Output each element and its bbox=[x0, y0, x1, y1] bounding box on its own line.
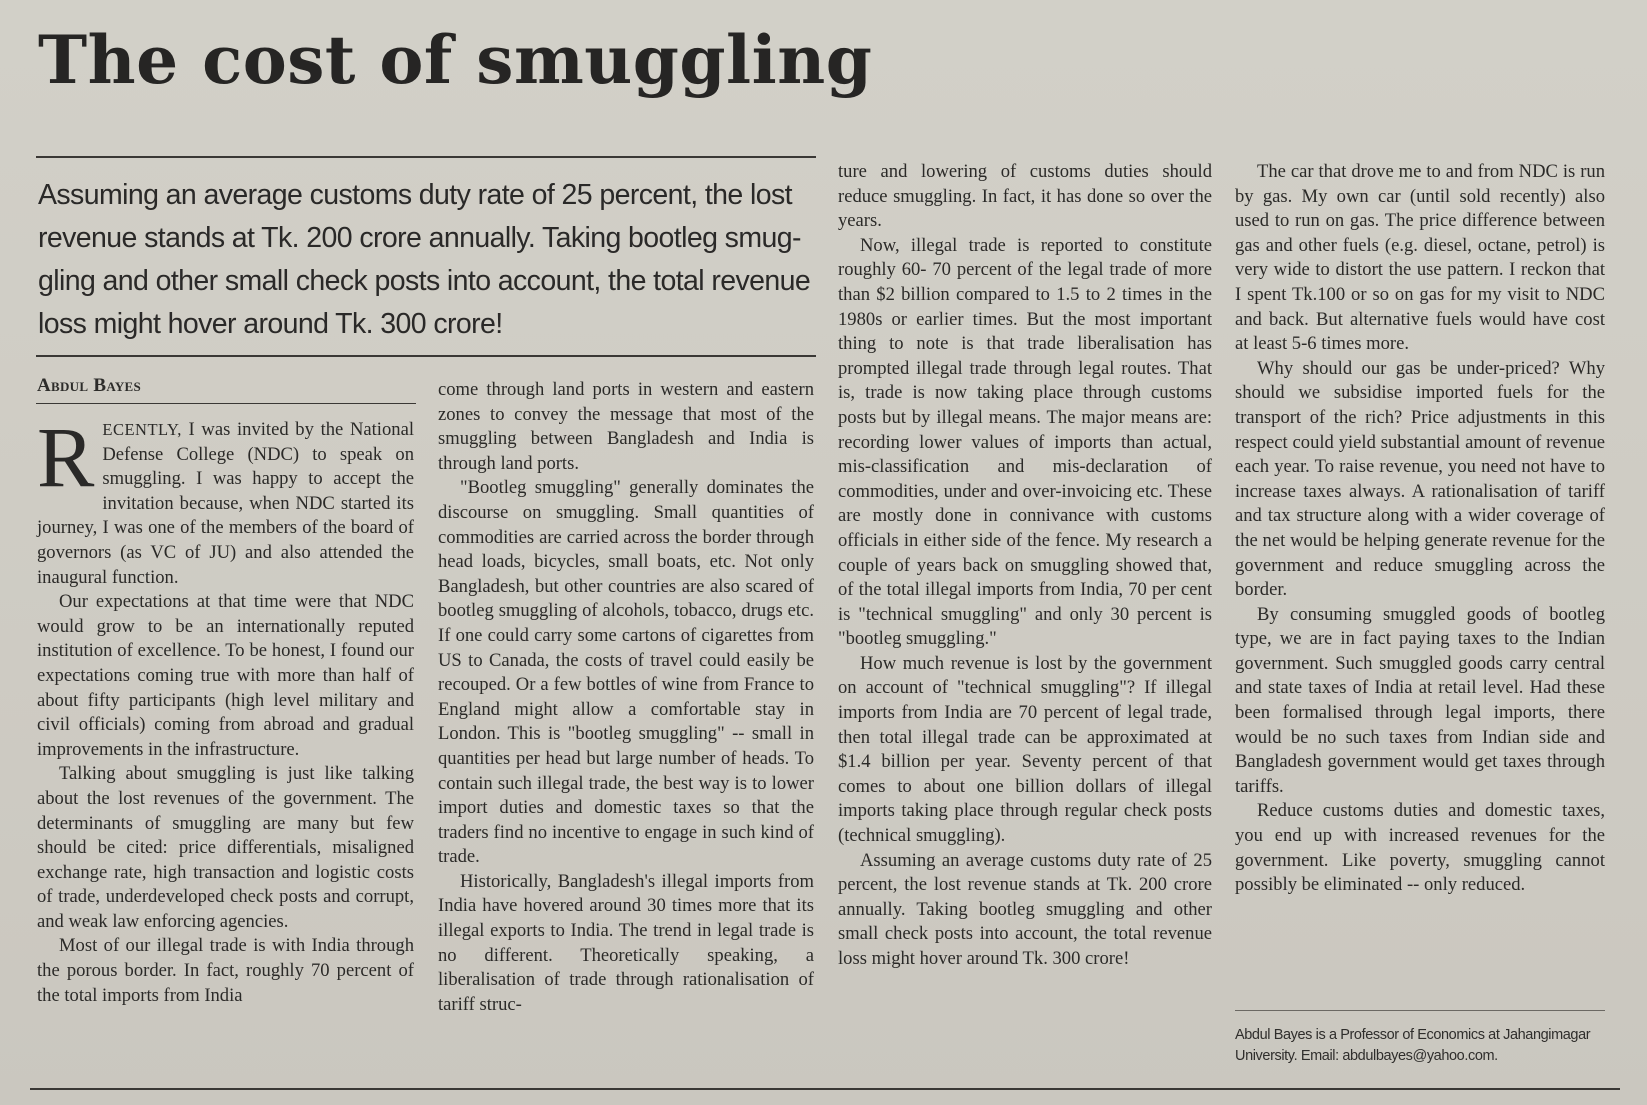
paragraph: By consuming smuggled goods of bootleg type, we are in fact paying taxes to the Indian government. Such smuggled goods carry central and state taxes of India at retail level. Had these been formalised through legal imports, there would be no such taxes from Indian side and Bangladesh government would get taxes through tariffs. bbox=[1235, 603, 1605, 797]
paragraph: Assuming an average customs duty rate of 25 percent, the lost revenue stands at Tk. 200 crore annually. Taking bootleg smuggling and other small check posts into account, the total revenue loss might hover around Tk. 300 crore! bbox=[838, 849, 1212, 969]
article-column-4 bbox=[1235, 160, 1605, 898]
byline: Abdul Bayes bbox=[37, 375, 142, 396]
paragraph: Talking about smuggling is just like talking about the lost revenues of the government. The determinants of smuggling are many but few should be cited: price differentials, misaligned exchange rate, high transaction and logistic costs of trade, underdeveloped check posts and corrupt, and weak law enforcing agencies. bbox=[37, 763, 414, 932]
paragraph: Most of our illegal trade is with India through the porous border. In fact, roughly 70 percent of the total imports from India bbox=[37, 935, 414, 1006]
article-column-1 bbox=[37, 409, 414, 1008]
paragraph: "Bootleg smuggling" generally dominates the discourse on smuggling. Small quantities of commodities are carried across the border through head loads, bicycles, small boats, etc. Not only Bangladesh, but other countries are also scared of bootleg smuggling of alcohols, tobacco, drugs etc. If one could carry some cartons of cigarettes from US to Canada, the costs of travel could easily be recouped. Or a few bottles of wine from France to England might allow a comfortable stay in London. This is "bootleg smuggling" -- small in quantities per head but large number of heads. To contain such illegal trade, the best way is to lower import duties and domestic taxes so that the traders find no incentive to engage in such kind of trade. bbox=[438, 477, 814, 868]
paragraph: Reduce customs duties and domestic taxes, you end up with increased revenues for the government. Like poverty, smuggling cannot possibly be eliminated -- only reduced. bbox=[1235, 800, 1605, 896]
deck-bottom-rule bbox=[36, 355, 816, 357]
paragraph: How much revenue is lost by the government on account of "technical smuggling"? If illegal imports from India are 70 percent of legal trade, then total illegal trade can be approximated at $1.4 billion per year. Seventy percent of that comes to about one billion dollars of illegal imports taking place through regular check posts (technical smuggling). bbox=[838, 652, 1212, 847]
author-bio: Abdul Bayes is a Professor of Economics at Jahangimagar University. Email: abdulbayes@yahoo.com. bbox=[1235, 1027, 1591, 1064]
deck-top-rule bbox=[36, 156, 816, 158]
article-column-3 bbox=[838, 160, 1212, 972]
drop-cap: R bbox=[37, 409, 95, 505]
headline: The cost of smuggling bbox=[38, 21, 873, 99]
paragraph: Now, illegal trade is reported to constitute roughly 60- 70 percent of the legal trade of more than $2 billion compared to 1.5 to 2 times in the 1980s or earlier times. But the most important thing to note is that trade liberalisation has prompted illegal trade through legal routes. That is, trade is now taking place through customs posts but by illegal means. The major means are: recording lower values of imports than actual, mis-classification and mis-declaration of commodities, under and over-invoicing etc. These are mostly done in connivance with customs officials in either side of the fence. My research a couple of years back on smuggling showed that, of the total illegal imports from India, 70 per cent is "technical smuggling" and only 30 percent is "bootleg smuggling." bbox=[838, 234, 1212, 650]
paragraph bbox=[37, 409, 414, 590]
paragraph: Why should our gas be under-priced? Why should we subsidise imported fuels for the transport of the rich? Price adjustments in this respect could yield substantial amount of revenue each year. To raise revenue, you need not have to increase taxes always. A rationalisation of tariff and tax structure along with a wider coverage of the net would be helping generate revenue for the government and reduce smuggling across the border. bbox=[1235, 357, 1605, 601]
pull-quote-deck: Assuming an average customs duty rate of 25 percent, the lost revenue stands at Tk. 200 crore annually. Taking bootleg smuggling and other small check posts into account, the total revenue loss might hover around Tk. 300 crore! bbox=[38, 179, 811, 340]
article-column-2 bbox=[438, 378, 814, 1017]
paragraph: The car that drove me to and from NDC is run by gas. My own car (until sold recently) also used to run on gas. The price difference between gas and other fuels (e.g. diesel, octane, petrol) is very wide to distort the use pattern. I reckon that I spent Tk.100 or so on gas for my visit to NDC and back. But alternative fuels would have cost at least 5-6 times more. bbox=[1235, 161, 1605, 355]
byline-rule bbox=[36, 403, 416, 404]
author-bio-rule bbox=[1235, 1010, 1605, 1011]
paragraph: ture and lowering of customs duties should reduce smuggling. In fact, it has done so over the years. bbox=[838, 161, 1212, 232]
page-bottom-rule bbox=[30, 1088, 1620, 1090]
paragraph: come through land ports in western and eastern zones to convey the message that most of the smuggling between Bangladesh and India is through land ports. bbox=[438, 379, 814, 474]
paragraph: Our expectations at that time were that NDC would grow to be an internationally reputed institution of excellence. To be honest, I found our expectations coming true with more than half of about fifty participants (high level military and civil officials) coming from abroad and gradual improvements in the infrastructure. bbox=[37, 591, 414, 760]
paragraph: Historically, Bangladesh's illegal imports from India have hovered around 30 times more that its illegal exports to India. The trend in legal trade is no different. Theoretically speaking, a liberalisation of trade through rationalisation of tariff struc- bbox=[438, 870, 814, 1015]
lead-in: ECENTLY, bbox=[102, 420, 182, 439]
paragraph-text: I was invited by the National Defense College (NDC) to speak on smuggling. I was happy to accept the invitation because, when NDC started its journey, I was one of the members of the board of governors (as VC of JU) and also attended the inaugural function. bbox=[37, 419, 414, 588]
